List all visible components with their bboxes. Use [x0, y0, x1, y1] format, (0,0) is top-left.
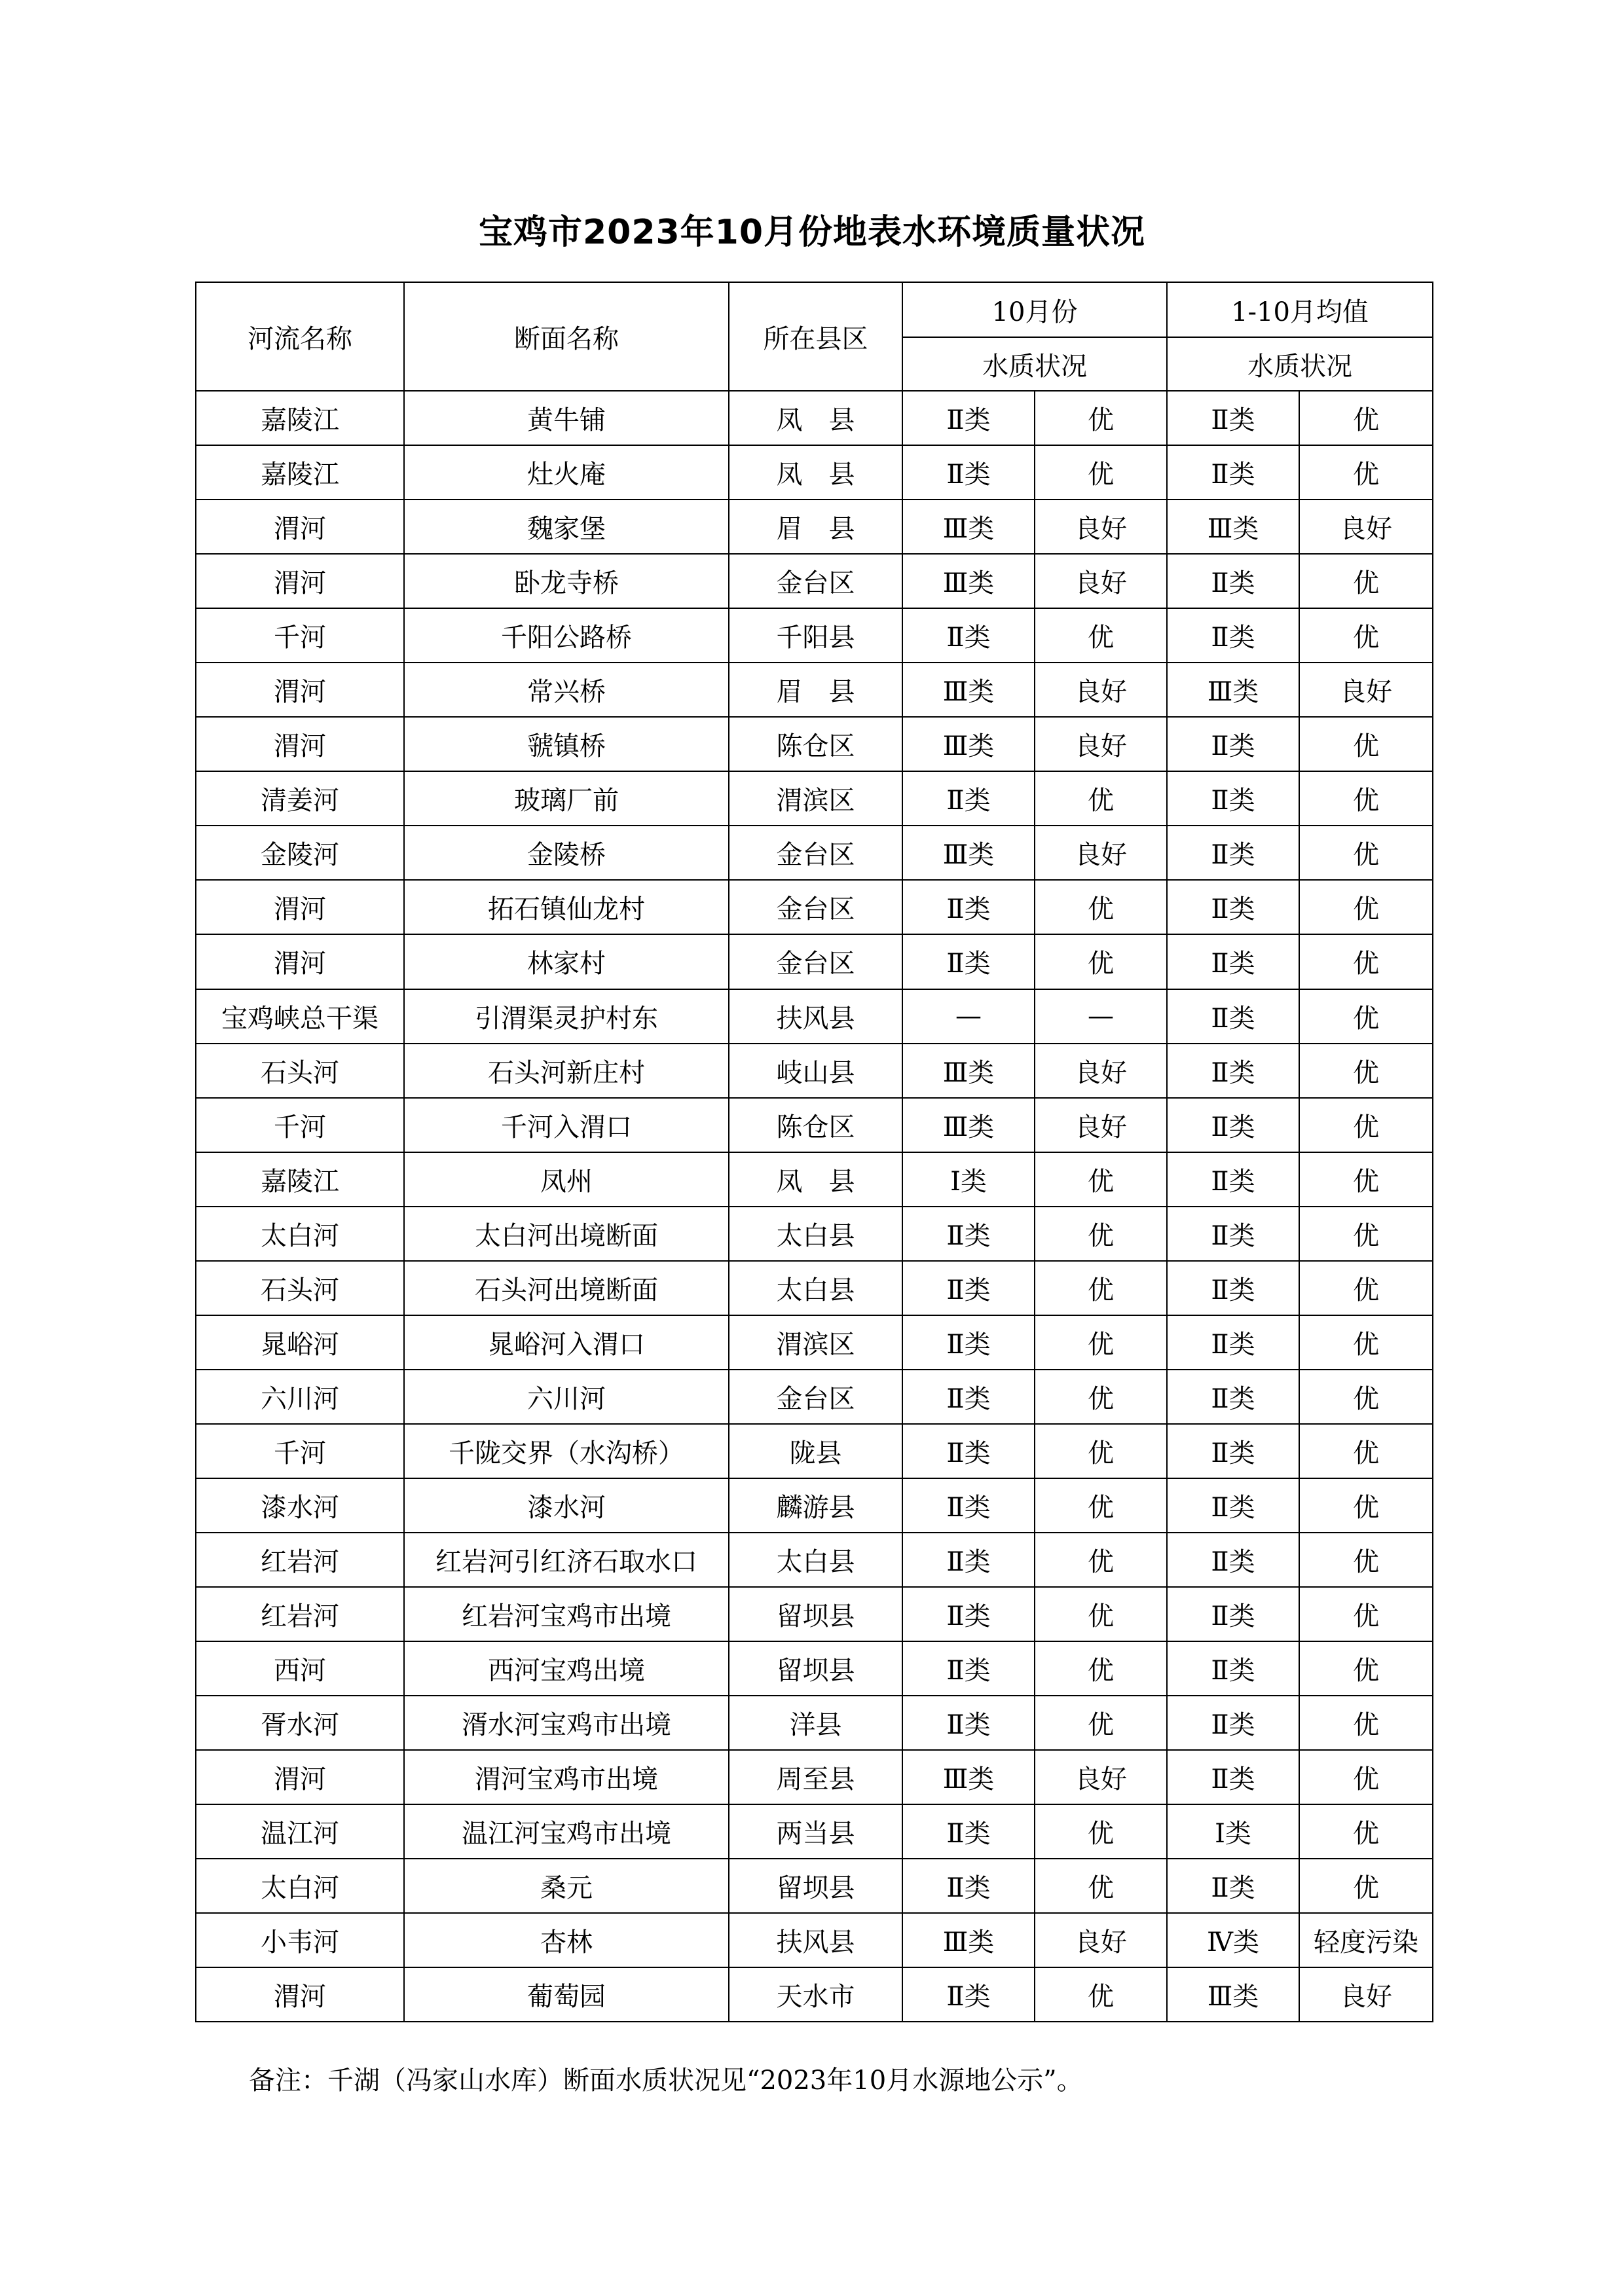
river-name-cell: 清姜河 [196, 771, 404, 826]
average-class-cell: Ⅱ类 [1167, 880, 1299, 934]
october-status-cell: 优 [1035, 1967, 1167, 2022]
table-row [196, 717, 1433, 771]
river-name-cell: 红岩河 [196, 1533, 404, 1587]
october-status-cell: 优 [1035, 445, 1167, 500]
october-class-cell: — [902, 989, 1035, 1044]
river-name-cell: 晁峪河 [196, 1315, 404, 1370]
average-status-cell: 良好 [1299, 500, 1433, 554]
october-status-cell: 优 [1035, 771, 1167, 826]
river-name-cell: 宝鸡峡总干渠 [196, 989, 404, 1044]
river-name-cell: 渭河 [196, 554, 404, 608]
section-name-cell: 漆水河 [404, 1478, 729, 1533]
section-name-cell: 常兴桥 [404, 663, 729, 717]
average-status-cell: 优 [1299, 1859, 1433, 1913]
section-name-cell: 六川河 [404, 1370, 729, 1424]
table-row [196, 1261, 1433, 1315]
average-status-cell: 优 [1299, 1587, 1433, 1641]
average-status-cell: 优 [1299, 1261, 1433, 1315]
october-class-cell: Ⅲ类 [902, 717, 1035, 771]
county-cell: 渭滨区 [729, 1315, 902, 1370]
table-row [196, 1913, 1433, 1967]
river-name-cell: 渭河 [196, 663, 404, 717]
average-status-cell: 优 [1299, 934, 1433, 989]
average-status-cell: 优 [1299, 1533, 1433, 1587]
table-row [196, 1152, 1433, 1207]
river-name-cell: 渭河 [196, 1967, 404, 2022]
average-status-cell: 优 [1299, 1098, 1433, 1152]
october-class-cell: Ⅱ类 [902, 1587, 1035, 1641]
october-class-cell: Ⅱ类 [902, 934, 1035, 989]
average-class-cell: Ⅱ类 [1167, 1859, 1299, 1913]
average-status-cell: 优 [1299, 1641, 1433, 1696]
october-class-cell: Ⅲ类 [902, 1044, 1035, 1098]
river-name-cell: 西河 [196, 1641, 404, 1696]
header-average: 1-10月均值 [1167, 282, 1433, 337]
october-status-cell: 良好 [1035, 717, 1167, 771]
river-name-cell: 小韦河 [196, 1913, 404, 1967]
section-name-cell: 湑水河宝鸡市出境 [404, 1696, 729, 1750]
river-name-cell: 金陵河 [196, 826, 404, 880]
average-status-cell: 优 [1299, 880, 1433, 934]
section-name-cell: 黄牛铺 [404, 391, 729, 445]
table-row [196, 1478, 1433, 1533]
table-row [196, 1696, 1433, 1750]
header-october-quality: 水质状况 [902, 337, 1167, 391]
table-row [196, 880, 1433, 934]
average-class-cell: Ⅱ类 [1167, 1587, 1299, 1641]
section-name-cell: 红岩河宝鸡市出境 [404, 1587, 729, 1641]
october-status-cell: 优 [1035, 934, 1167, 989]
october-class-cell: Ⅱ类 [902, 445, 1035, 500]
table-header [196, 282, 1433, 391]
county-cell: 陈仓区 [729, 717, 902, 771]
table-row [196, 1967, 1433, 2022]
table-row [196, 826, 1433, 880]
river-name-cell: 太白河 [196, 1207, 404, 1261]
average-status-cell: 优 [1299, 1478, 1433, 1533]
county-cell: 扶风县 [729, 989, 902, 1044]
county-cell: 陈仓区 [729, 1098, 902, 1152]
table-row [196, 1641, 1433, 1696]
header-section-name: 断面名称 [404, 282, 729, 391]
page-title: 宝鸡市2023年10月份地表水环境质量状况 [478, 213, 1146, 252]
river-name-cell: 嘉陵江 [196, 445, 404, 500]
table-row [196, 1750, 1433, 1804]
river-name-cell: 渭河 [196, 717, 404, 771]
average-class-cell: Ⅱ类 [1167, 1641, 1299, 1696]
october-status-cell: 良好 [1035, 663, 1167, 717]
average-class-cell: Ⅱ类 [1167, 391, 1299, 445]
october-status-cell: 优 [1035, 880, 1167, 934]
river-name-cell: 千河 [196, 1424, 404, 1478]
october-class-cell: Ⅱ类 [902, 1696, 1035, 1750]
water-quality-table [195, 282, 1433, 2022]
october-status-cell: 优 [1035, 1207, 1167, 1261]
average-class-cell: Ⅱ类 [1167, 1750, 1299, 1804]
average-status-cell: 优 [1299, 554, 1433, 608]
table-row [196, 1370, 1433, 1424]
county-cell: 扶风县 [729, 1913, 902, 1967]
october-class-cell: Ⅱ类 [902, 1478, 1035, 1533]
county-cell: 太白县 [729, 1261, 902, 1315]
average-class-cell: Ⅱ类 [1167, 1152, 1299, 1207]
average-status-cell: 优 [1299, 1370, 1433, 1424]
average-status-cell: 优 [1299, 1696, 1433, 1750]
october-class-cell: Ⅱ类 [902, 1859, 1035, 1913]
october-status-cell: 优 [1035, 1804, 1167, 1859]
october-class-cell: Ⅱ类 [902, 1967, 1035, 2022]
section-name-cell: 太白河出境断面 [404, 1207, 729, 1261]
river-name-cell: 六川河 [196, 1370, 404, 1424]
average-class-cell: Ⅱ类 [1167, 1478, 1299, 1533]
average-class-cell: Ⅱ类 [1167, 717, 1299, 771]
average-status-cell: 优 [1299, 1044, 1433, 1098]
table-row [196, 1207, 1433, 1261]
table-row [196, 1859, 1433, 1913]
october-status-cell: 优 [1035, 391, 1167, 445]
county-cell: 留坝县 [729, 1587, 902, 1641]
average-class-cell: Ⅱ类 [1167, 608, 1299, 663]
section-name-cell: 卧龙寺桥 [404, 554, 729, 608]
header-october: 10月份 [902, 282, 1167, 337]
october-class-cell: Ⅱ类 [902, 1261, 1035, 1315]
october-status-cell: 优 [1035, 1696, 1167, 1750]
river-name-cell: 渭河 [196, 1750, 404, 1804]
section-name-cell: 凤州 [404, 1152, 729, 1207]
table-row [196, 608, 1433, 663]
river-name-cell: 温江河 [196, 1804, 404, 1859]
section-name-cell: 石头河新庄村 [404, 1044, 729, 1098]
river-name-cell: 渭河 [196, 880, 404, 934]
table-row [196, 1315, 1433, 1370]
river-name-cell: 千河 [196, 608, 404, 663]
average-status-cell: 优 [1299, 1152, 1433, 1207]
october-status-cell: 良好 [1035, 826, 1167, 880]
table-row [196, 989, 1433, 1044]
river-name-cell: 胥水河 [196, 1696, 404, 1750]
average-class-cell: Ⅱ类 [1167, 1044, 1299, 1098]
county-cell: 陇县 [729, 1424, 902, 1478]
table-row [196, 771, 1433, 826]
average-status-cell: 轻度污染 [1299, 1913, 1433, 1967]
county-cell: 渭滨区 [729, 771, 902, 826]
section-name-cell: 拓石镇仙龙村 [404, 880, 729, 934]
river-name-cell: 红岩河 [196, 1587, 404, 1641]
section-name-cell: 引渭渠灵护村东 [404, 989, 729, 1044]
october-status-cell: 优 [1035, 1152, 1167, 1207]
river-name-cell: 嘉陵江 [196, 391, 404, 445]
section-name-cell: 温江河宝鸡市出境 [404, 1804, 729, 1859]
average-class-cell: Ⅱ类 [1167, 554, 1299, 608]
october-class-cell: Ⅲ类 [902, 554, 1035, 608]
average-class-cell: Ⅱ类 [1167, 1370, 1299, 1424]
october-class-cell: Ⅱ类 [902, 1207, 1035, 1261]
october-status-cell: 良好 [1035, 1044, 1167, 1098]
section-name-cell: 渭河宝鸡市出境 [404, 1750, 729, 1804]
river-name-cell: 石头河 [196, 1261, 404, 1315]
table-row [196, 663, 1433, 717]
average-status-cell: 优 [1299, 717, 1433, 771]
table-row [196, 500, 1433, 554]
table-row [196, 934, 1433, 989]
october-status-cell: 优 [1035, 1370, 1167, 1424]
section-name-cell: 金陵桥 [404, 826, 729, 880]
average-class-cell: Ⅱ类 [1167, 989, 1299, 1044]
table-row [196, 445, 1433, 500]
october-class-cell: Ⅱ类 [902, 1315, 1035, 1370]
section-name-cell: 千陇交界（水沟桥） [404, 1424, 729, 1478]
october-status-cell: 良好 [1035, 1913, 1167, 1967]
october-status-cell: 优 [1035, 1478, 1167, 1533]
county-cell: 凤 县 [729, 391, 902, 445]
october-status-cell: 优 [1035, 1641, 1167, 1696]
october-class-cell: Ⅲ类 [902, 1750, 1035, 1804]
header-river-name: 河流名称 [196, 282, 404, 391]
county-cell: 天水市 [729, 1967, 902, 2022]
section-name-cell: 西河宝鸡出境 [404, 1641, 729, 1696]
section-name-cell: 林家村 [404, 934, 729, 989]
river-name-cell: 渭河 [196, 934, 404, 989]
county-cell: 留坝县 [729, 1641, 902, 1696]
october-class-cell: Ⅱ类 [902, 771, 1035, 826]
october-status-cell: 良好 [1035, 1750, 1167, 1804]
river-name-cell: 嘉陵江 [196, 1152, 404, 1207]
average-class-cell: Ⅲ类 [1167, 1967, 1299, 2022]
county-cell: 眉 县 [729, 500, 902, 554]
october-class-cell: Ⅱ类 [902, 1641, 1035, 1696]
average-status-cell: 良好 [1299, 1967, 1433, 2022]
river-name-cell: 渭河 [196, 500, 404, 554]
average-class-cell: Ⅲ类 [1167, 500, 1299, 554]
county-cell: 金台区 [729, 1370, 902, 1424]
average-status-cell: 优 [1299, 826, 1433, 880]
average-class-cell: Ⅱ类 [1167, 934, 1299, 989]
average-status-cell: 优 [1299, 1804, 1433, 1859]
october-status-cell: — [1035, 989, 1167, 1044]
county-cell: 凤 县 [729, 445, 902, 500]
county-cell: 麟游县 [729, 1478, 902, 1533]
october-class-cell: Ⅲ类 [902, 1913, 1035, 1967]
average-status-cell: 良好 [1299, 663, 1433, 717]
county-cell: 凤 县 [729, 1152, 902, 1207]
average-status-cell: 优 [1299, 989, 1433, 1044]
section-name-cell: 葡萄园 [404, 1967, 729, 2022]
average-class-cell: Ⅳ类 [1167, 1913, 1299, 1967]
average-status-cell: 优 [1299, 1315, 1433, 1370]
county-cell: 留坝县 [729, 1859, 902, 1913]
october-status-cell: 良好 [1035, 500, 1167, 554]
river-name-cell: 石头河 [196, 1044, 404, 1098]
section-name-cell: 灶火庵 [404, 445, 729, 500]
october-class-cell: Ⅲ类 [902, 826, 1035, 880]
county-cell: 太白县 [729, 1207, 902, 1261]
section-name-cell: 千河入渭口 [404, 1098, 729, 1152]
october-class-cell: Ⅰ类 [902, 1152, 1035, 1207]
october-status-cell: 优 [1035, 608, 1167, 663]
average-class-cell: Ⅱ类 [1167, 1424, 1299, 1478]
table-body [196, 391, 1433, 2022]
average-class-cell: Ⅱ类 [1167, 1696, 1299, 1750]
october-class-cell: Ⅲ类 [902, 663, 1035, 717]
header-county: 所在县区 [729, 282, 902, 391]
average-class-cell: Ⅱ类 [1167, 771, 1299, 826]
average-class-cell: Ⅱ类 [1167, 1315, 1299, 1370]
average-class-cell: Ⅱ类 [1167, 445, 1299, 500]
river-name-cell: 千河 [196, 1098, 404, 1152]
section-name-cell: 红岩河引红济石取水口 [404, 1533, 729, 1587]
october-status-cell: 优 [1035, 1315, 1167, 1370]
average-status-cell: 优 [1299, 1207, 1433, 1261]
average-status-cell: 优 [1299, 1424, 1433, 1478]
county-cell: 金台区 [729, 934, 902, 989]
october-status-cell: 优 [1035, 1859, 1167, 1913]
county-cell: 金台区 [729, 554, 902, 608]
average-status-cell: 优 [1299, 391, 1433, 445]
average-class-cell: Ⅲ类 [1167, 663, 1299, 717]
county-cell: 洋县 [729, 1696, 902, 1750]
section-name-cell: 魏家堡 [404, 500, 729, 554]
average-class-cell: Ⅱ类 [1167, 1261, 1299, 1315]
october-status-cell: 优 [1035, 1261, 1167, 1315]
october-status-cell: 优 [1035, 1587, 1167, 1641]
october-class-cell: Ⅱ类 [902, 1533, 1035, 1587]
october-status-cell: 优 [1035, 1533, 1167, 1587]
average-class-cell: Ⅱ类 [1167, 826, 1299, 880]
average-status-cell: 优 [1299, 608, 1433, 663]
october-class-cell: Ⅲ类 [902, 1098, 1035, 1152]
average-class-cell: Ⅱ类 [1167, 1098, 1299, 1152]
october-status-cell: 良好 [1035, 554, 1167, 608]
table-row [196, 554, 1433, 608]
river-name-cell: 太白河 [196, 1859, 404, 1913]
county-cell: 两当县 [729, 1804, 902, 1859]
october-class-cell: Ⅱ类 [902, 1424, 1035, 1478]
table-row [196, 1044, 1433, 1098]
table-row [196, 1804, 1433, 1859]
october-class-cell: Ⅱ类 [902, 1804, 1035, 1859]
section-name-cell: 石头河出境断面 [404, 1261, 729, 1315]
october-status-cell: 良好 [1035, 1098, 1167, 1152]
table-row [196, 391, 1433, 445]
county-cell: 岐山县 [729, 1044, 902, 1098]
footnote: 备注：千湖（冯家山水库）断面水质状况见“2023年10月水源地公示”。 [249, 2066, 1083, 2096]
section-name-cell: 玻璃厂前 [404, 771, 729, 826]
table-row [196, 1424, 1433, 1478]
section-name-cell: 虢镇桥 [404, 717, 729, 771]
county-cell: 太白县 [729, 1533, 902, 1587]
average-class-cell: Ⅱ类 [1167, 1533, 1299, 1587]
section-name-cell: 杏林 [404, 1913, 729, 1967]
october-class-cell: Ⅱ类 [902, 608, 1035, 663]
october-class-cell: Ⅱ类 [902, 391, 1035, 445]
county-cell: 金台区 [729, 880, 902, 934]
table-row [196, 1098, 1433, 1152]
county-cell: 周至县 [729, 1750, 902, 1804]
average-status-cell: 优 [1299, 771, 1433, 826]
october-status-cell: 优 [1035, 1424, 1167, 1478]
section-name-cell: 千阳公路桥 [404, 608, 729, 663]
average-class-cell: Ⅰ类 [1167, 1804, 1299, 1859]
october-class-cell: Ⅱ类 [902, 880, 1035, 934]
river-name-cell: 漆水河 [196, 1478, 404, 1533]
county-cell: 眉 县 [729, 663, 902, 717]
average-status-cell: 优 [1299, 1750, 1433, 1804]
average-class-cell: Ⅱ类 [1167, 1207, 1299, 1261]
table-row [196, 1587, 1433, 1641]
average-status-cell: 优 [1299, 445, 1433, 500]
county-cell: 金台区 [729, 826, 902, 880]
october-class-cell: Ⅲ类 [902, 500, 1035, 554]
section-name-cell: 晁峪河入渭口 [404, 1315, 729, 1370]
county-cell: 千阳县 [729, 608, 902, 663]
section-name-cell: 桑元 [404, 1859, 729, 1913]
october-class-cell: Ⅱ类 [902, 1370, 1035, 1424]
header-average-quality: 水质状况 [1167, 337, 1433, 391]
table-row [196, 1533, 1433, 1587]
